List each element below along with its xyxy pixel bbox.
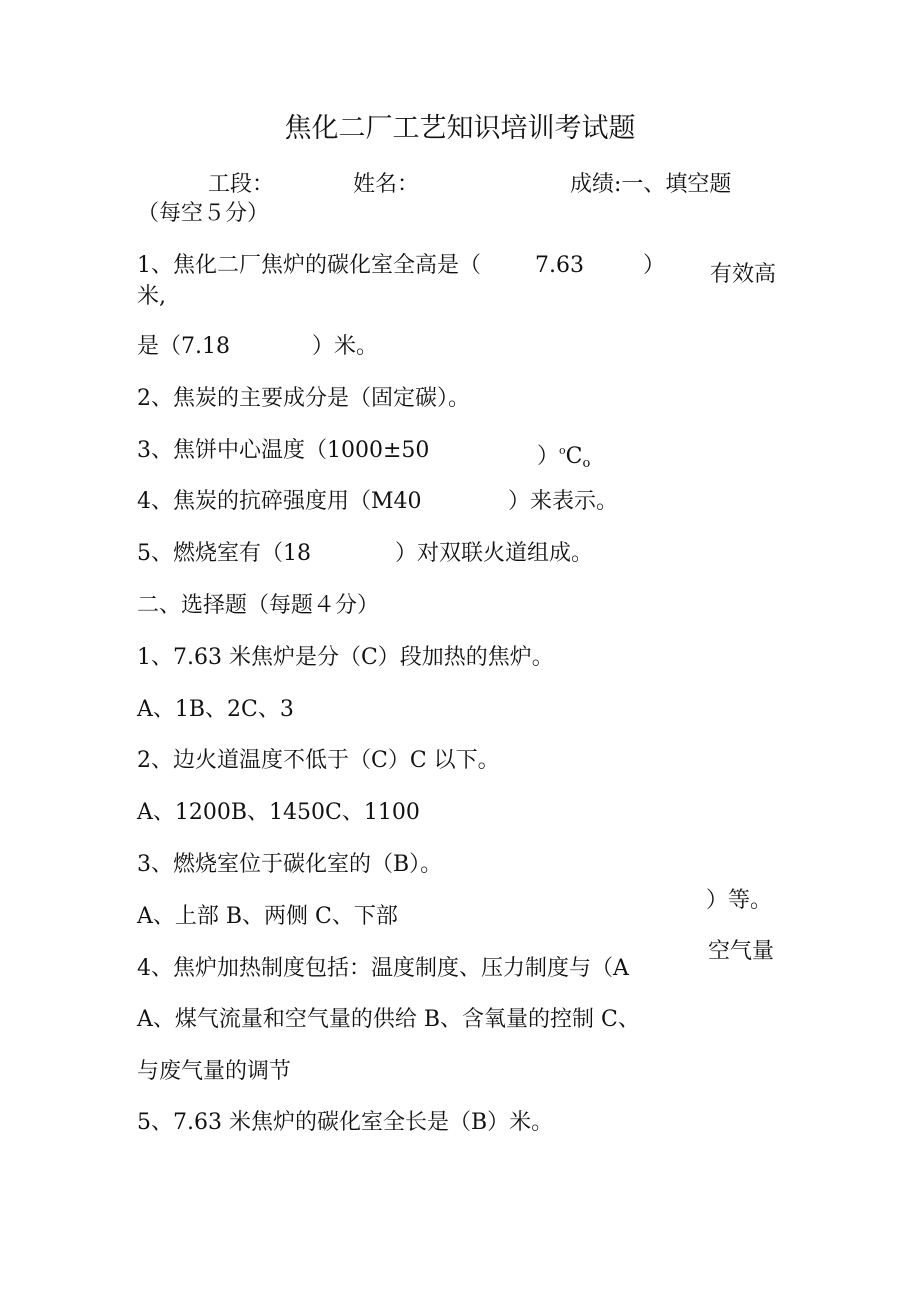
fill-q4-a: 4、焦炭的抗碎强度用（M40 bbox=[137, 489, 422, 514]
fill-q3-close: ） bbox=[537, 444, 560, 469]
name-label: 姓名： bbox=[353, 172, 420, 197]
choice-q2: 2、边火道温度不低于（C）C 以下。 bbox=[137, 748, 500, 773]
section-label: 工段： bbox=[208, 172, 275, 197]
choice-q5: 5、7.63 米焦炉的碳化室全长是（B）米。 bbox=[137, 1110, 554, 1135]
fill-q5-a: 5、燃烧室有（18 bbox=[137, 541, 311, 566]
choice-q4-side-b: 空气量 bbox=[708, 939, 775, 964]
unit-c: C bbox=[565, 444, 583, 469]
unit-suffix: o bbox=[582, 456, 591, 471]
choice-q4-side-a: ）等。 bbox=[706, 888, 773, 913]
fill-q3-temp-unit bbox=[537, 438, 590, 477]
document-title: 焦化二厂工艺知识培训考试题 bbox=[284, 113, 636, 144]
choice-q2-options: A、1200B、1450C、1100 bbox=[137, 800, 420, 825]
choice-q3-options: A、上部 B、两侧 C、下部 bbox=[137, 904, 398, 929]
fill-q1-prefix: 1、焦化二厂焦炉的碳化室全高是（ bbox=[137, 253, 481, 278]
choice-q4-options: A、煤气流量和空气量的供给 B、含氧量的控制 C、 bbox=[137, 1007, 640, 1032]
fill-q2: 2、焦炭的主要成分是（固定碳）。 bbox=[137, 386, 470, 411]
fill-q5-b: ）对双联火道组成。 bbox=[395, 541, 594, 566]
fill-q1-close: ） bbox=[643, 253, 666, 278]
fill-points: （每空５分） bbox=[137, 201, 270, 226]
fill-q1-line3a: 是（7.18 bbox=[137, 334, 230, 359]
choice-q1: 1、7.63 米焦炉是分（C）段加热的焦炉。 bbox=[137, 645, 554, 670]
fill-q3-a: 3、焦饼中心温度（1000±50 bbox=[137, 438, 430, 463]
degree-mark: o bbox=[559, 444, 566, 457]
choice-q1-options: A、1B、2C、3 bbox=[137, 697, 294, 722]
score-label: 成绩:一、填空题 bbox=[570, 172, 732, 197]
fill-q1-tail: 有效高 bbox=[710, 262, 777, 287]
choice-q3: 3、燃烧室位于碳化室的（B）。 bbox=[137, 852, 443, 877]
fill-q4-b: ）来表示。 bbox=[508, 489, 619, 514]
fill-q1-answer: 7.63 bbox=[535, 253, 584, 278]
choice-q4-options-cont: 与废气量的调节 bbox=[137, 1059, 292, 1084]
choice-q4: 4、焦炉加热制度包括：温度制度、压力制度与（A bbox=[137, 956, 629, 981]
fill-q1-line2: 米, bbox=[137, 284, 166, 309]
choice-heading: 二、选择题（每题４分） bbox=[137, 593, 380, 618]
fill-q1-line3b: ）米。 bbox=[312, 334, 379, 359]
